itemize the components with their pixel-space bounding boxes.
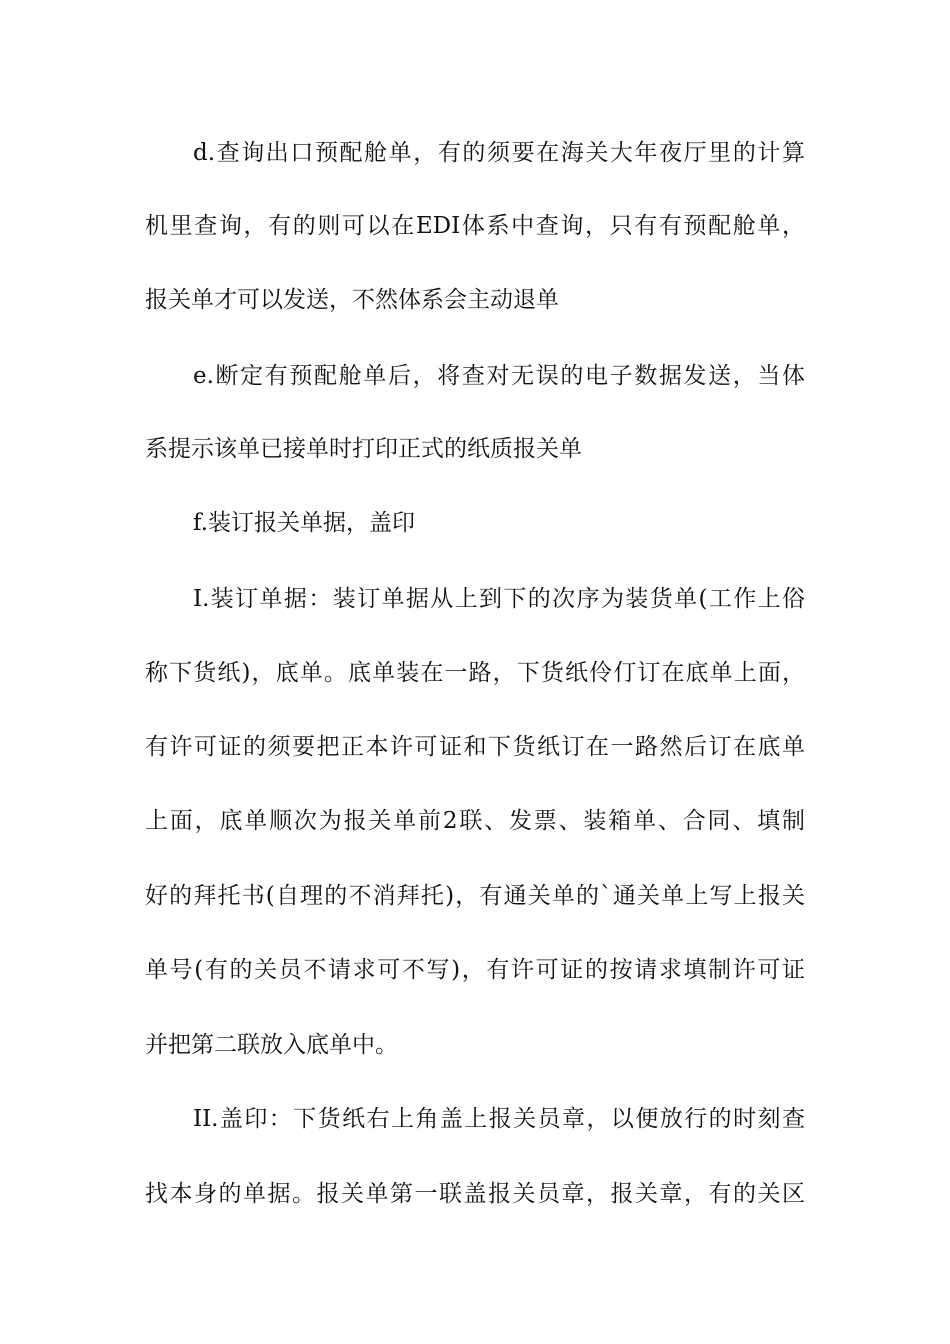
text-line: 上面，底单顺次为报关单前2联、发票、装箱单、合同、填制 (145, 808, 805, 834)
text-line: 单号(有的关员不请求可不写)，有许可证的按请求填制许可证 (145, 957, 805, 983)
text-line: 好的拜托书(自理的不消拜托)，有通关单的`通关单上写上报关 (145, 883, 805, 909)
text-line: 有许可证的须要把正本许可证和下货纸订在一路然后订在底单 (145, 734, 805, 760)
text-line: 报关单才可以发送，不然体系会主动退单 (145, 287, 559, 313)
text-line: 系提示该单已接单时打印正式的纸质报关单 (145, 436, 582, 462)
text-line: II.盖印：下货纸右上角盖上报关员章，以便放行的时刻查 (193, 1106, 805, 1132)
text-line: I.装订单据：装订单据从上到下的次序为装货单(工作上俗 (193, 586, 805, 612)
text-line: 并把第二联放入底单中。 (145, 1032, 398, 1058)
text-line: 找本身的单据。报关单第一联盖报关员章，报关章，有的关区 (145, 1181, 805, 1207)
text-line: f.装订报关单据，盖印 (193, 510, 416, 536)
text-line: 机里查询，有的则可以在EDI体系中查询，只有有预配舱单， (145, 213, 805, 239)
text-line: e.断定有预配舱单后，将查对无误的电子数据发送，当体 (193, 363, 805, 389)
text-line: 称下货纸)，底单。底单装在一路，下货纸伶仃订在底单上面， (145, 660, 805, 686)
text-line: d.查询出口预配舱单，有的须要在海关大年夜厅里的计算 (193, 140, 805, 166)
